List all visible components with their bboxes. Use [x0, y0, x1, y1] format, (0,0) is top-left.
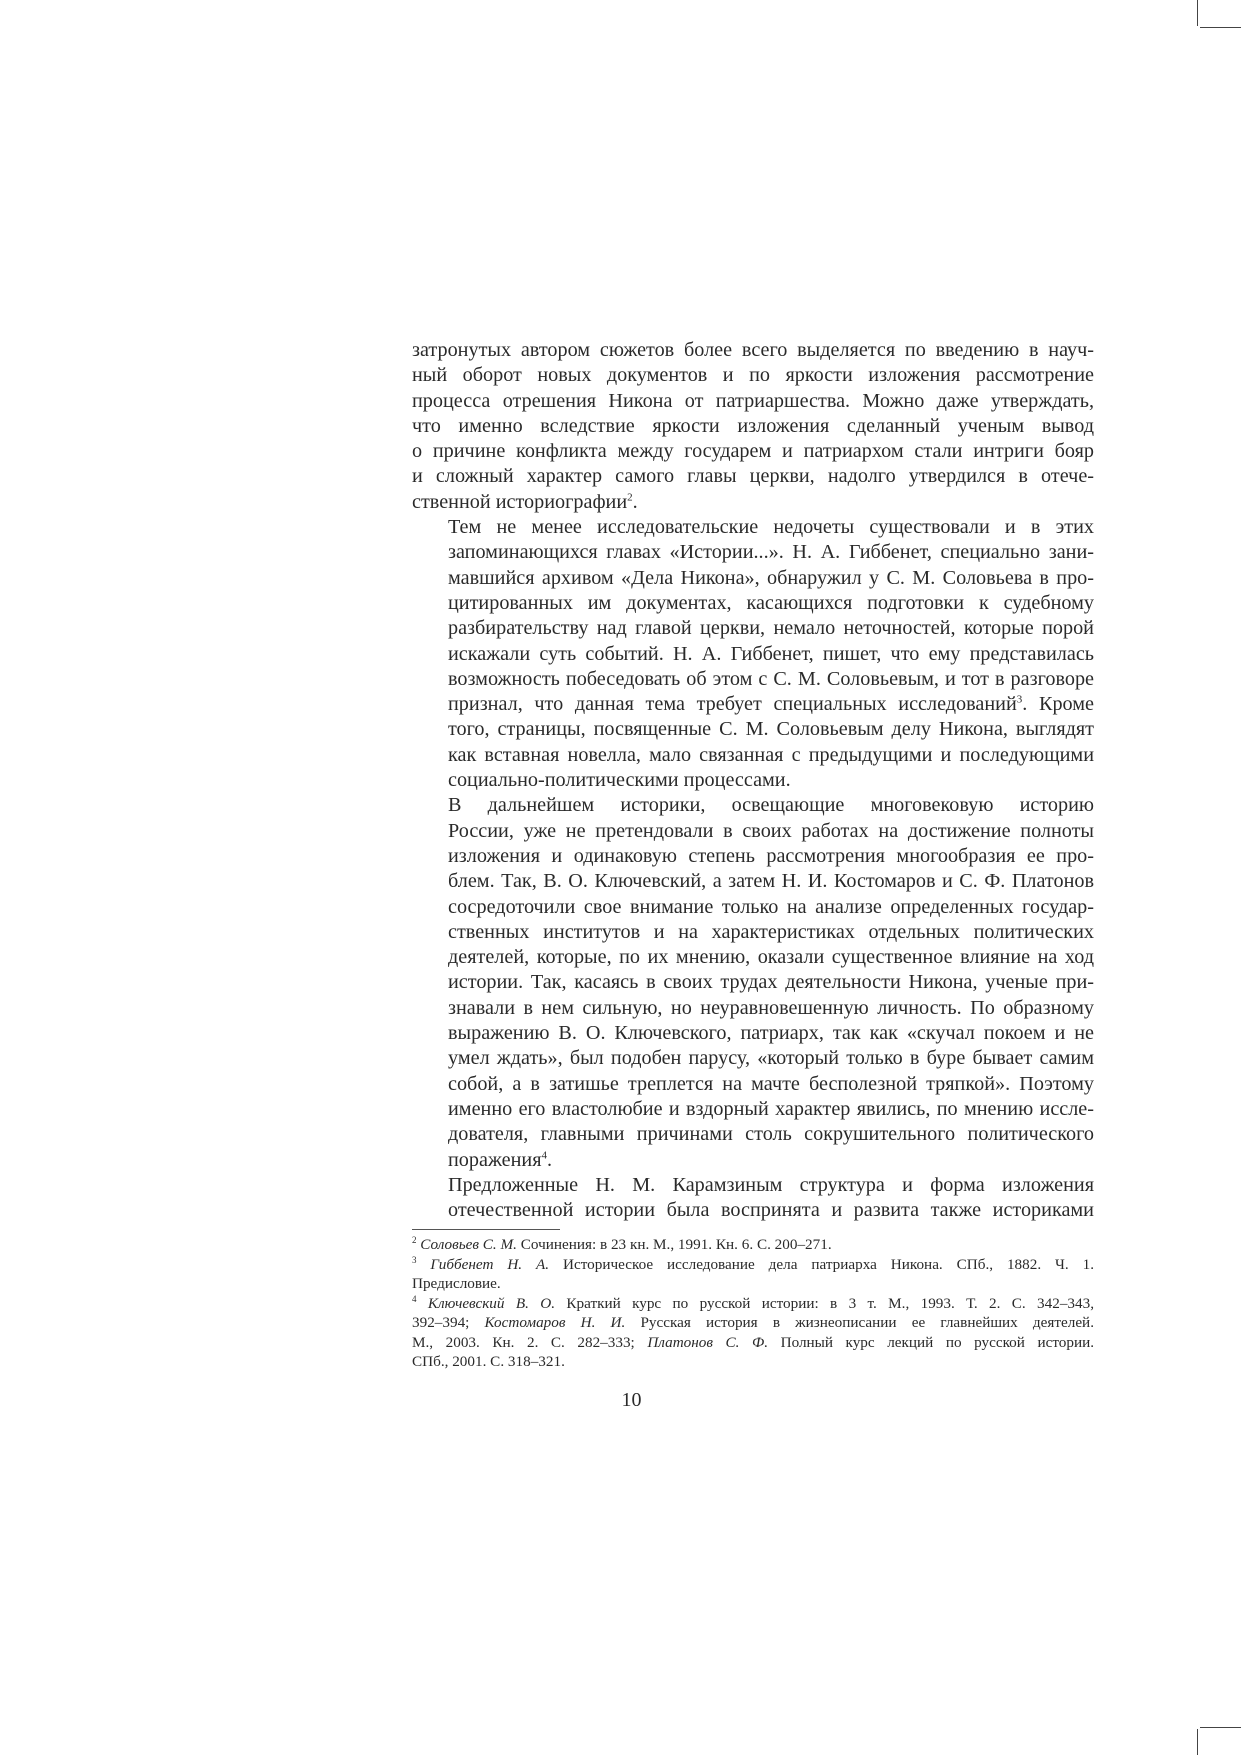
- text-segment: . Кроме: [1022, 693, 1094, 716]
- text-line: блем. Так, В. О. Ключевский, а затем Н. И. Костомаров и С. Ф. Платонов: [448, 870, 1094, 893]
- text-line: [412, 1148, 1094, 1173]
- crop-mark-top: [1197, 0, 1198, 26]
- paragraph: [412, 1173, 1094, 1224]
- author-name: Ключевский В. О.: [427, 1294, 556, 1312]
- author-name: Соловьев С. М.: [420, 1236, 517, 1254]
- footnote-number: 4: [412, 1293, 417, 1304]
- text-line: Тем не менее исследовательские недочеты существовали и в этих: [448, 516, 1094, 539]
- text-line: России, уже не претендовали в своих работах на достижение полноты: [448, 819, 1094, 842]
- text-line: сосредоточили свое внимание только на анализе определенных государ-: [448, 895, 1094, 918]
- crop-mark-bottom: [1197, 1729, 1198, 1755]
- text-line: процесса отрешения Никона от патриаршества. Можно даже утверждать,: [412, 389, 1094, 412]
- text-segment: .: [547, 1148, 553, 1171]
- text-segment: признал, что данная тема требует специальных исследований: [448, 693, 1017, 716]
- footnotes: [412, 1235, 1094, 1372]
- text-line: ственных институтов и на характеристиках отдельных политических: [448, 920, 1094, 943]
- crop-mark-bottom: [1200, 1727, 1241, 1728]
- body-text: [412, 338, 1094, 1223]
- text-line: Предложенные Н. М. Карамзиным структура и форма изложения: [448, 1173, 1094, 1196]
- footnote: [412, 1255, 1094, 1294]
- paragraph: [412, 793, 1094, 1172]
- text-line: умел ждать», был подобен парусу, «который только в буре бывает самим: [448, 1047, 1094, 1070]
- text-line: цитированных им документах, касающихся подготовки к судебному: [448, 591, 1094, 614]
- text-line: [412, 692, 1094, 717]
- author-name: Костомаров Н. И.: [484, 1314, 626, 1332]
- footnote: [412, 1235, 1094, 1255]
- text-line: как вставная новелла, мало связанная с предыдущими и последующими: [448, 743, 1094, 766]
- text-segment: Русская история в жизнеописании ее главнейших деятелей.: [625, 1314, 1094, 1332]
- footnote: [412, 1294, 1094, 1372]
- text-line: социально-политическими процессами.: [448, 769, 791, 792]
- text-line: искажали суть событий. Н. А. Гиббенет, пишет, что ему представилась: [448, 642, 1094, 665]
- text-segment: М., 2003. Кн. 2. С. 282–333;: [412, 1333, 648, 1351]
- text-line: истории. Так, касаясь в своих трудах деятельности Никона, ученые при-: [448, 971, 1094, 994]
- text-line: того, страницы, посвященные С. М. Соловьевым делу Никона, выглядят: [448, 718, 1094, 741]
- footnote-number: 3: [412, 1254, 417, 1265]
- text-line: [412, 1294, 1094, 1314]
- text-line: изложения и одинаковую степень рассмотрения многообразия ее про-: [448, 844, 1094, 867]
- text-line: В дальнейшем историки, освещающие многовековую историю: [448, 794, 1094, 817]
- text-line: именно его властолюбие и вздорный характер явились, по мнению иссле-: [448, 1097, 1094, 1120]
- text-segment: ственной историографии: [412, 490, 628, 513]
- footnote-reference[interactable]: 4: [541, 1148, 547, 1161]
- text-line: [412, 1255, 1094, 1275]
- text-line: и сложный характер самого главы церкви, надолго утвердился в отече-: [412, 465, 1094, 488]
- text-line: дователя, главными причинами столь сокрушительного политического: [448, 1123, 1094, 1146]
- text-line: отечественной истории была воспринята и развита также историками: [448, 1199, 1094, 1222]
- text-line: о причине конфликта между государем и патриархом стали интриги бояр: [412, 440, 1094, 463]
- text-line: что именно вследствие яркости изложения сделанный ученым вывод: [412, 414, 1094, 437]
- text-line: мавшийся архивом «Дела Никона», обнаружил у С. М. Соловьева в про-: [448, 566, 1094, 589]
- text-line: ный оборот новых документов и по яркости изложения рассмотрение: [412, 364, 1094, 387]
- text-line: СПб., 2001. С. 318–321.: [412, 1353, 565, 1371]
- text-segment: Историческое исследование дела патриарха Никона. СПб., 1882. Ч. 1.: [549, 1255, 1095, 1273]
- text-segment: 392–394;: [412, 1314, 485, 1332]
- text-line: [412, 1235, 1094, 1255]
- text-line: возможность побеседовать об этом с С. М. Соловьевым, и тот в разговоре: [448, 667, 1094, 690]
- text-line: запоминающихся главах «Истории...». Н. А. Гиббенет, специально зани-: [448, 541, 1094, 564]
- crop-mark-top: [1200, 27, 1241, 28]
- text-line: собой, а в затишье треплется на мачте бесполезной тряпкой». Поэтому: [448, 1072, 1094, 1095]
- page-text-block: [412, 338, 1094, 1372]
- paragraph: [412, 338, 1094, 515]
- footnote-reference[interactable]: 2: [627, 491, 633, 504]
- footnote-number: 2: [412, 1235, 417, 1246]
- footnote-reference[interactable]: 3: [1016, 693, 1023, 706]
- page-number: 10: [621, 1389, 642, 1411]
- text-line: выражению В. О. Ключевского, патриарх, так как «скучал покоем и не: [448, 1022, 1094, 1045]
- text-line: Предисловие.: [412, 1275, 501, 1293]
- text-line: знавали в нем сильную, но неуравновешенную личность. По образному: [448, 996, 1094, 1019]
- text-line: деятелей, которые, по их мнению, оказали существенное влияние на ход: [448, 946, 1094, 969]
- text-line: [412, 1333, 1094, 1353]
- text-line: затронутых автором сюжетов более всего выделяется по введению в науч-: [412, 339, 1094, 361]
- text-segment: поражения: [448, 1148, 542, 1171]
- text-line: [412, 1313, 1094, 1333]
- footnote-divider: [412, 1229, 560, 1230]
- text-segment: Полный курс лекций по русской истории.: [768, 1333, 1094, 1351]
- text-line: [412, 490, 1094, 515]
- author-name: Гиббенет Н. А.: [430, 1255, 550, 1273]
- text-segment: .: [632, 490, 638, 513]
- text-line: разбирательству над главой церкви, немало неточностей, которые порой: [448, 617, 1094, 640]
- text-segment: Сочинения: в 23 кн. М., 1991. Кн. 6. С. 200–271.: [516, 1236, 832, 1254]
- paragraph: [412, 515, 1094, 793]
- text-segment: Краткий курс по русской истории: в 3 т. М., 1993. Т. 2. С. 342–343,: [555, 1294, 1095, 1312]
- author-name: Платонов С. Ф.: [647, 1333, 769, 1351]
